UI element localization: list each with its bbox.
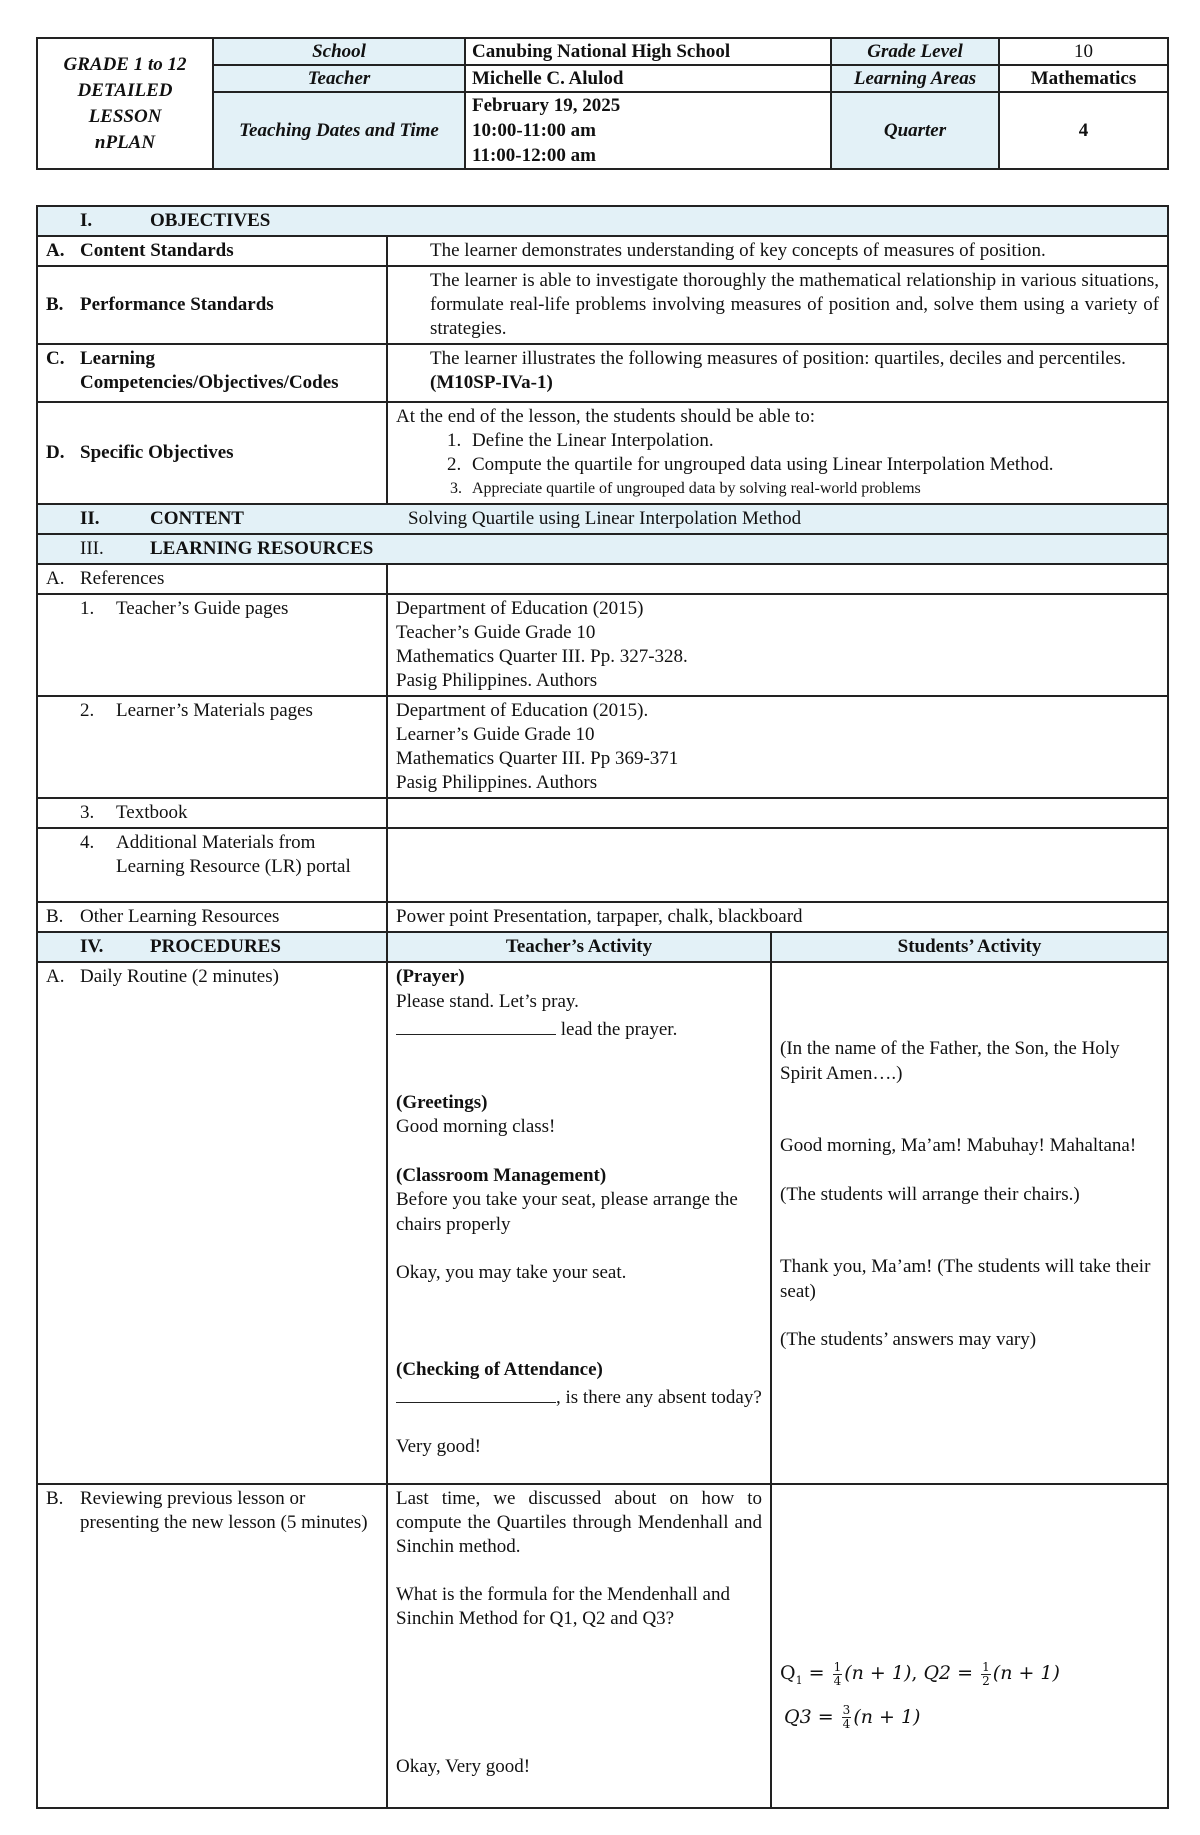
learning-areas-value: Mathematics: [999, 65, 1168, 92]
student-response-2: Good morning, Ma’am! Mabuhay! Mahaltana!: [780, 1135, 1137, 1156]
quarter-value: 4: [999, 92, 1168, 169]
other-resources-label: Other Learning Resources: [80, 906, 280, 927]
specific-objectives-list: [396, 429, 1159, 501]
learners-materials-line: Learner’s Guide Grade 10: [396, 724, 595, 745]
performance-standards-text: The learner is able to investigate thoroughly the mathematical relationship in various situations, formulate real-life problems involving measures of position and, solve them using a variety of strategies.: [387, 266, 1168, 344]
daily-routine-students-cell: [771, 962, 1168, 1484]
learners-materials-line: Department of Education (2015).: [396, 700, 649, 721]
student-response-3: (The students will arrange their chairs.): [780, 1183, 1080, 1205]
fraction-numerator: 3: [842, 1703, 851, 1718]
dates-value: [465, 92, 831, 169]
reviewing-teacher-cell: [387, 1484, 771, 1808]
additional-materials-label-cell: [37, 828, 387, 902]
greetings-line: Good morning class!: [396, 1116, 556, 1137]
learners-materials-num: 2.: [80, 700, 95, 721]
competencies-cell: [387, 344, 1168, 402]
fraction: [842, 1704, 852, 1731]
n-plus-one: (n + 1): [844, 1662, 912, 1684]
content-row: [37, 504, 1168, 534]
fraction-denominator: 4: [833, 1673, 842, 1688]
fraction-numerator: 1: [833, 1659, 842, 1674]
objectives-heading: [37, 206, 1168, 236]
additional-materials-label: Additional Materials from Learning Resource (LR) portal: [116, 832, 351, 877]
grade-level-value: 10: [999, 38, 1168, 65]
content-standards-label-cell: [37, 236, 387, 266]
classroom-management-line-2: Okay, you may take your seat.: [396, 1262, 627, 1283]
content-standards-text: The learner demonstrates understanding of key concepts of measures of position.: [387, 236, 1168, 266]
student-response-1: (In the name of the Father, the Son, the Holy Spirit Amen….): [780, 1038, 1120, 1084]
teacher-activity-header: Teacher’s Activity: [387, 932, 771, 962]
attendance-line-1: , is there any absent today?: [556, 1387, 762, 1408]
fraction: [981, 1661, 991, 1688]
separator: ,: [911, 1662, 924, 1684]
reviewing-num: B.: [46, 1488, 64, 1509]
teachers-guide-line: Department of Education (2015): [396, 598, 644, 619]
date-line: February 19, 2025: [472, 95, 621, 116]
reviewing-teacher-line-2: What is the formula for the Mendenhall and Sinchin Method for Q1, Q2 and Q3?: [396, 1584, 730, 1629]
competencies-text: The learner illustrates the following measures of position: quartiles, deciles and percentiles.: [430, 348, 1126, 369]
textbook-num: 3.: [80, 802, 95, 823]
fraction-numerator: 1: [982, 1659, 990, 1674]
competencies-code: (M10SP-IVa-1): [430, 372, 553, 393]
specific-objectives-label: Specific Objectives: [80, 442, 234, 463]
references-label-cell: [37, 564, 387, 594]
textbook-label-cell: [37, 798, 387, 828]
performance-standards-label: Performance Standards: [80, 294, 274, 315]
reviewing-teacher-line-3: Okay, Very good!: [396, 1756, 531, 1777]
greetings-heading: (Greetings): [396, 1091, 488, 1113]
equals-sign: =: [802, 1662, 831, 1684]
q1-symbol: Q: [780, 1662, 796, 1684]
content-standards-num: A.: [46, 240, 65, 261]
objective-item: 3. Appreciate quartile of ungrouped data by solving real-world problems: [466, 477, 1159, 501]
competencies-num: C.: [46, 348, 65, 369]
quarter-label: Quarter: [831, 92, 999, 169]
resources-num: III.: [80, 538, 104, 559]
other-resources-num: B.: [46, 906, 64, 927]
dates-label: Teaching Dates and Time: [213, 92, 465, 169]
learners-materials-line: Mathematics Quarter III. Pp 369-371: [396, 748, 679, 769]
teachers-guide-label-cell: [37, 594, 387, 696]
competencies-label-1: Learning: [80, 348, 155, 369]
teacher-value: Michelle C. Alulod: [465, 65, 831, 92]
teachers-guide-line: Mathematics Quarter III. Pp. 327-328.: [396, 646, 688, 667]
blank-line: [396, 1382, 556, 1403]
daily-routine-teacher-cell: [387, 962, 771, 1484]
learners-materials-cell: [387, 696, 1168, 798]
time-line-1: 10:00-11:00 am: [472, 120, 597, 141]
learners-materials-line: Pasig Philippines. Authors: [396, 772, 598, 793]
n-plus-one: (n + 1): [992, 1662, 1060, 1684]
q3-symbol: Q3: [784, 1705, 812, 1728]
school-label: School: [213, 38, 465, 65]
fraction-denominator: 4: [842, 1717, 851, 1732]
quartile-formula-line-1: [780, 1655, 1159, 1699]
reviewing-label: Reviewing previous lesson or presenting the new lesson (5 minutes): [80, 1488, 368, 1533]
resources-title: LEARNING RESOURCES: [150, 538, 374, 559]
objective-item: 1. Define the Linear Interpolation.: [466, 429, 1159, 453]
prayer-line-2-wrap: [396, 1014, 762, 1043]
performance-standards-num: B.: [46, 294, 64, 315]
competencies-label-cell: [37, 344, 387, 402]
students-activity-header: Students’ Activity: [771, 932, 1168, 962]
learners-materials-label-cell: [37, 696, 387, 798]
reviewing-teacher-line-1: Last time, we discussed about on how to compute the Quartiles through Mendenhall and Sinchin method.: [396, 1488, 762, 1557]
specific-objectives-num: D.: [46, 442, 65, 463]
teachers-guide-cell: [387, 594, 1168, 696]
specific-objectives-label-cell: [37, 402, 387, 504]
teachers-guide-line: Pasig Philippines. Authors: [396, 670, 598, 691]
content-label: CONTENT: [150, 508, 244, 529]
blank-line: [396, 1014, 556, 1035]
classroom-management-line-1: Before you take your seat, please arrange the chairs properly: [396, 1189, 738, 1235]
learners-materials-label: Learner’s Materials pages: [116, 700, 313, 721]
procedures-num: IV.: [80, 936, 104, 957]
resources-heading: [37, 534, 1168, 564]
objectives-title: OBJECTIVES: [150, 210, 271, 231]
procedures-title: PROCEDURES: [150, 936, 281, 957]
daily-routine-label-cell: [37, 962, 387, 1484]
q1-subscript: 1: [795, 1673, 803, 1687]
references-label: References: [80, 568, 165, 589]
n-plus-one: (n + 1): [853, 1705, 921, 1728]
fraction-denominator: 2: [982, 1673, 990, 1688]
learning-areas-label: Learning Areas: [831, 65, 999, 92]
quartile-formula-line-2: [780, 1699, 1159, 1735]
grade-level-label: Grade Level: [831, 38, 999, 65]
additional-materials-num: 4.: [80, 832, 95, 853]
q2-symbol: Q2: [923, 1662, 952, 1684]
reviewing-label-cell: [37, 1484, 387, 1808]
attendance-heading: (Checking of Attendance): [396, 1358, 603, 1380]
other-resources-label-cell: [37, 902, 387, 932]
specific-objectives-intro: At the end of the lesson, the students should be able to:: [396, 406, 815, 427]
specific-objectives-cell: [387, 402, 1168, 504]
textbook-value: [387, 798, 1168, 828]
competencies-label-2: Competencies/Objectives/Codes: [80, 372, 339, 393]
additional-materials-value: [387, 828, 1168, 902]
procedures-heading: [37, 932, 387, 962]
fraction: [833, 1661, 843, 1688]
attendance-line-2: Very good!: [396, 1435, 481, 1457]
equals-sign: =: [951, 1662, 980, 1684]
lesson-table: [36, 205, 1169, 1809]
teachers-guide-num: 1.: [80, 598, 95, 619]
header-table: [36, 37, 1169, 170]
objective-item: 2. Compute the quartile for ungrouped data using Linear Interpolation Method.: [466, 453, 1159, 477]
content-text: Solving Quartile using Linear Interpolation Method: [408, 508, 802, 529]
daily-routine-label: Daily Routine (2 minutes): [80, 966, 279, 987]
references-num: A.: [46, 568, 65, 589]
content-num: II.: [80, 508, 100, 529]
attendance-line-1-wrap: [396, 1382, 762, 1411]
classroom-management-heading: (Classroom Management): [396, 1164, 607, 1186]
references-value: [387, 564, 1168, 594]
textbook-label: Textbook: [116, 802, 188, 823]
plan-title: GRADE 1 to 12 DETAILED LESSON nPLAN: [37, 38, 213, 169]
prayer-heading: (Prayer): [396, 966, 465, 987]
prayer-line-1: Please stand. Let’s pray.: [396, 990, 579, 1012]
teachers-guide-label: Teacher’s Guide pages: [116, 598, 289, 619]
content-standards-label: Content Standards: [80, 240, 234, 261]
other-resources-text: Power point Presentation, tarpaper, chalk, blackboard: [387, 902, 1168, 932]
student-response-5: (The students’ answers may vary): [780, 1329, 1037, 1350]
daily-routine-num: A.: [46, 966, 65, 987]
performance-standards-label-cell: [37, 266, 387, 344]
school-value: Canubing National High School: [465, 38, 831, 65]
teacher-label: Teacher: [213, 65, 465, 92]
prayer-line-2: lead the prayer.: [556, 1019, 678, 1040]
time-line-2: 11:00-12:00 am: [472, 145, 597, 166]
equals-sign: =: [811, 1705, 840, 1728]
teachers-guide-line: Teacher’s Guide Grade 10: [396, 622, 596, 643]
student-response-4: Thank you, Ma’am! (The students will take their seat): [780, 1256, 1151, 1302]
reviewing-students-cell: [771, 1484, 1168, 1808]
objectives-num: I.: [80, 210, 93, 231]
